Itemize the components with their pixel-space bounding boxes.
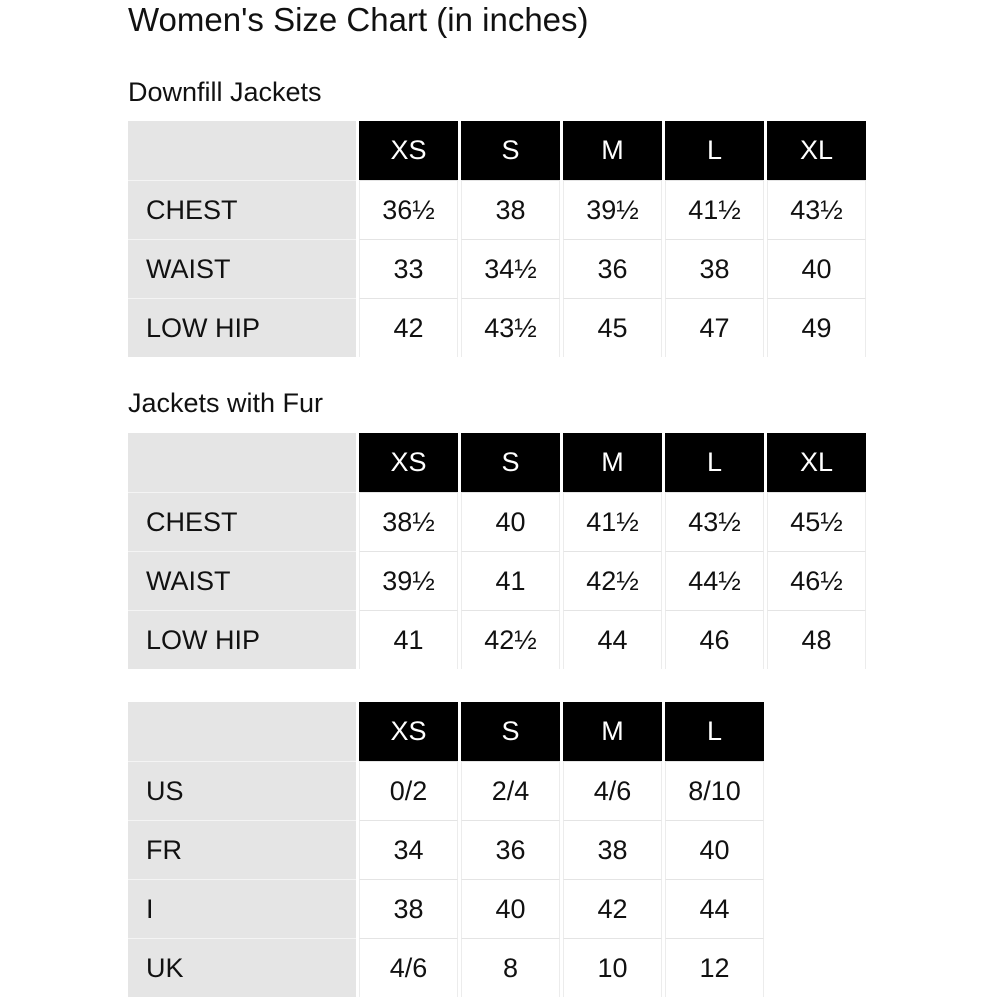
row-label-low-hip: LOW HIP [128,298,356,357]
row-label-chest: CHEST [128,180,356,239]
size-header-l: L [665,121,764,180]
measurement-cell: 0/2 [359,761,458,820]
measurement-cell: 36½ [359,180,458,239]
size-header-xl: XL [767,433,866,492]
measurement-cell: 34½ [461,239,560,298]
header-blank-cell [128,433,356,492]
measurement-cell: 42½ [563,551,662,610]
header-row [128,433,866,492]
row-label-waist: WAIST [128,551,356,610]
measurement-cell: 39½ [563,180,662,239]
measurement-cell: 42 [359,298,458,357]
size-table-downfill-jackets [125,121,869,357]
measurement-cell: 38 [665,239,764,298]
size-header-m: M [563,702,662,761]
measurement-cell: 44 [665,879,764,938]
size-header-s: S [461,121,560,180]
row-label-fr: FR [128,820,356,879]
size-table-jackets-with-fur [125,433,869,669]
measurement-cell: 44 [563,610,662,669]
size-header-s: S [461,702,560,761]
measurement-cell: 40 [461,879,560,938]
measurement-cell: 40 [767,239,866,298]
size-header-m: M [563,433,662,492]
measurement-cell: 4/6 [563,761,662,820]
measurement-cell: 8/10 [665,761,764,820]
measurement-cell: 49 [767,298,866,357]
table-row [128,298,866,357]
measurement-cell: 33 [359,239,458,298]
header-blank-cell [128,702,356,761]
measurement-cell: 42½ [461,610,560,669]
measurement-cell: 43½ [461,298,560,357]
measurement-cell: 46 [665,610,764,669]
size-header-l: L [665,702,764,761]
measurement-cell: 44½ [665,551,764,610]
measurement-cell: 38½ [359,492,458,551]
measurement-cell: 41 [461,551,560,610]
measurement-cell: 41½ [563,492,662,551]
section-title-jackets-with-fur: Jackets with Fur [128,388,324,418]
row-label-i: I [128,879,356,938]
row-label-low-hip: LOW HIP [128,610,356,669]
table-row [128,239,866,298]
measurement-cell: 10 [563,938,662,997]
measurement-cell: 36 [563,239,662,298]
measurement-cell: 40 [461,492,560,551]
measurement-cell: 38 [359,879,458,938]
table-row [128,610,866,669]
size-table-international-conversion [125,702,767,997]
size-header-l: L [665,433,764,492]
measurement-cell: 43½ [665,492,764,551]
table-row [128,938,764,997]
measurement-cell: 12 [665,938,764,997]
measurement-cell: 39½ [359,551,458,610]
section-title-downfill-jackets: Downfill Jackets [128,77,322,107]
size-header-xs: XS [359,121,458,180]
measurement-cell: 45 [563,298,662,357]
measurement-cell: 2/4 [461,761,560,820]
measurement-cell: 4/6 [359,938,458,997]
measurement-cell: 36 [461,820,560,879]
header-row [128,702,764,761]
measurement-cell: 38 [563,820,662,879]
measurement-cell: 45½ [767,492,866,551]
measurement-cell: 42 [563,879,662,938]
measurement-cell: 38 [461,180,560,239]
measurement-cell: 46½ [767,551,866,610]
measurement-cell: 34 [359,820,458,879]
size-header-xl: XL [767,121,866,180]
table-row [128,820,764,879]
table-row [128,180,866,239]
measurement-cell: 43½ [767,180,866,239]
header-row [128,121,866,180]
measurement-cell: 8 [461,938,560,997]
table-row [128,551,866,610]
measurement-cell: 40 [665,820,764,879]
measurement-cell: 41 [359,610,458,669]
size-header-s: S [461,433,560,492]
measurement-cell: 48 [767,610,866,669]
row-label-uk: UK [128,938,356,997]
measurement-cell: 41½ [665,180,764,239]
table-row [128,879,764,938]
size-header-xs: XS [359,433,458,492]
table-row [128,761,764,820]
page-title: Women's Size Chart (in inches) [128,1,589,38]
size-header-xs: XS [359,702,458,761]
row-label-waist: WAIST [128,239,356,298]
measurement-cell: 47 [665,298,764,357]
row-label-chest: CHEST [128,492,356,551]
size-header-m: M [563,121,662,180]
row-label-us: US [128,761,356,820]
header-blank-cell [128,121,356,180]
table-row [128,492,866,551]
